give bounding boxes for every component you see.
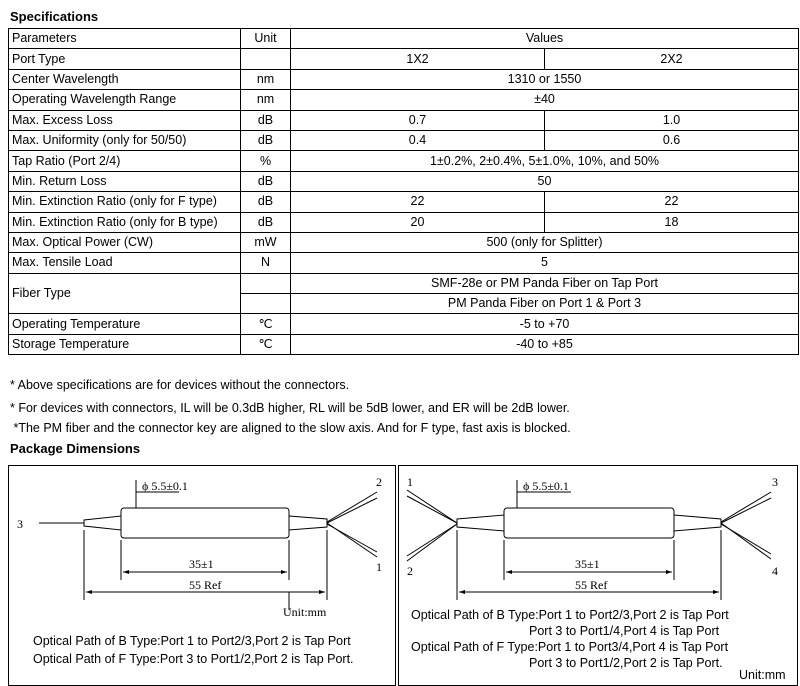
row-unit: dB <box>241 110 291 130</box>
row-value-1x2: 0.7 <box>291 110 545 130</box>
table-row <box>9 130 799 150</box>
package-dimensions-title: Package Dimensions <box>10 441 141 456</box>
table-header-row <box>9 29 799 49</box>
table-row <box>9 273 799 293</box>
row-value: 50 <box>291 171 799 191</box>
port-1-label: 1 <box>376 560 382 574</box>
specifications-table <box>8 28 799 355</box>
row-value-2x2: 22 <box>545 192 799 212</box>
unit-label: Unit:mm <box>283 605 327 619</box>
table-row <box>9 151 799 171</box>
row-unit: dB <box>241 171 291 191</box>
row-unit: ℃ <box>241 314 291 334</box>
ref-length-label: 55 Ref <box>189 578 222 592</box>
table-row <box>9 334 799 354</box>
note-2: * For devices with connectors, IL will be 0.3dB higher, RL will be 5dB lower, and ER will be 2dB lower. <box>10 401 570 415</box>
header-values: Values <box>291 29 799 49</box>
row-unit: % <box>241 151 291 171</box>
row-label: Port Type <box>9 49 241 69</box>
row-unit: nm <box>241 69 291 89</box>
row-unit: mW <box>241 232 291 252</box>
row-label: Fiber Type <box>9 273 241 314</box>
row-value-1x2: 22 <box>291 192 545 212</box>
row-value-1x2: 0.4 <box>291 130 545 150</box>
port-3-label: 3 <box>772 475 778 489</box>
ref-length-label: 55 Ref <box>575 578 608 592</box>
table-row <box>9 90 799 110</box>
row-label: Max. Optical Power (CW) <box>9 232 241 252</box>
table-row <box>9 171 799 191</box>
row-label: Storage Temperature <box>9 334 241 354</box>
caption-f-type-line1: Optical Path of F Type:Port 1 to Port3/4,Port 4 is Tap Port <box>411 640 729 654</box>
row-value: -5 to +70 <box>291 314 799 334</box>
header-unit: Unit <box>241 29 291 49</box>
row-label: Max. Uniformity (only for 50/50) <box>9 130 241 150</box>
caption-b-type-line1: Optical Path of B Type:Port 1 to Port2/3,Port 2 is Tap Port <box>411 608 729 622</box>
row-value: 1310 or 1550 <box>291 69 799 89</box>
diameter-label: ϕ 5.5±0.1 <box>142 479 188 493</box>
row-unit: dB <box>241 212 291 232</box>
row-value-2x2: 2X2 <box>545 49 799 69</box>
row-value-1x2: 20 <box>291 212 545 232</box>
row-value-2x2: 18 <box>545 212 799 232</box>
row-unit: ℃ <box>241 334 291 354</box>
row-label: Max. Tensile Load <box>9 253 241 273</box>
row-value-2x2: 1.0 <box>545 110 799 130</box>
specifications-title: Specifications <box>10 9 99 24</box>
unit-label-right: Unit:mm <box>739 668 786 682</box>
note-3: *The PM fiber and the connector key are aligned to the slow axis. And for F type, fast axis is blocked. <box>10 421 571 435</box>
row-unit <box>241 49 291 69</box>
drawing-2x2 <box>398 465 798 686</box>
row-label: Operating Wavelength Range <box>9 90 241 110</box>
row-unit: N <box>241 253 291 273</box>
row-unit: dB <box>241 130 291 150</box>
table-row <box>9 49 799 69</box>
port-2-label: 2 <box>376 475 382 489</box>
row-label: Min. Return Loss <box>9 171 241 191</box>
caption-b-type: Optical Path of B Type:Port 1 to Port2/3,Port 2 is Tap Port <box>33 634 351 648</box>
row-unit: nm <box>241 90 291 110</box>
row-value: 5 <box>291 253 799 273</box>
drawing-1x2 <box>8 465 396 686</box>
table-row <box>9 314 799 334</box>
row-label: Min. Extinction Ratio (only for F type) <box>9 192 241 212</box>
length-label: 35±1 <box>575 557 600 571</box>
port-4-label: 4 <box>772 564 778 578</box>
row-value-2x2: 0.6 <box>545 130 799 150</box>
row-value: SMF-28e or PM Panda Fiber on Tap Port <box>291 273 799 293</box>
row-value-1x2: 1X2 <box>291 49 545 69</box>
row-label: Operating Temperature <box>9 314 241 334</box>
caption-f-type: Optical Path of F Type:Port 3 to Port1/2,Port 2 is Tap Port. <box>33 652 354 666</box>
row-label: Center Wavelength <box>9 69 241 89</box>
port-2-label: 2 <box>407 564 413 578</box>
table-row <box>9 192 799 212</box>
header-parameters: Parameters <box>9 29 241 49</box>
row-value: -40 to +85 <box>291 334 799 354</box>
table-row <box>9 69 799 89</box>
port-1-label: 1 <box>407 475 413 489</box>
table-row <box>9 232 799 252</box>
table-row <box>9 253 799 273</box>
row-label: Min. Extinction Ratio (only for B type) <box>9 212 241 232</box>
row-unit: dB <box>241 192 291 212</box>
length-label: 35±1 <box>189 557 214 571</box>
caption-f-type-line2: Port 3 to Port1/2,Port 2 is Tap Port. <box>529 656 723 670</box>
row-value: 500 (only for Splitter) <box>291 232 799 252</box>
diameter-label: ϕ 5.5±0.1 <box>523 479 569 493</box>
note-1: * Above specifications are for devices without the connectors. <box>10 378 350 392</box>
row-value: ±40 <box>291 90 799 110</box>
port-3-label: 3 <box>17 517 23 531</box>
row-value: 1±0.2%, 2±0.4%, 5±1.0%, 10%, and 50% <box>291 151 799 171</box>
table-row <box>9 110 799 130</box>
row-unit <box>241 273 291 293</box>
row-label: Max. Excess Loss <box>9 110 241 130</box>
row-value: PM Panda Fiber on Port 1 & Port 3 <box>291 294 799 314</box>
row-unit <box>241 294 291 314</box>
caption-b-type-line2: Port 3 to Port1/4,Port 4 is Tap Port <box>529 624 720 638</box>
row-label: Tap Ratio (Port 2/4) <box>9 151 241 171</box>
table-row <box>9 212 799 232</box>
